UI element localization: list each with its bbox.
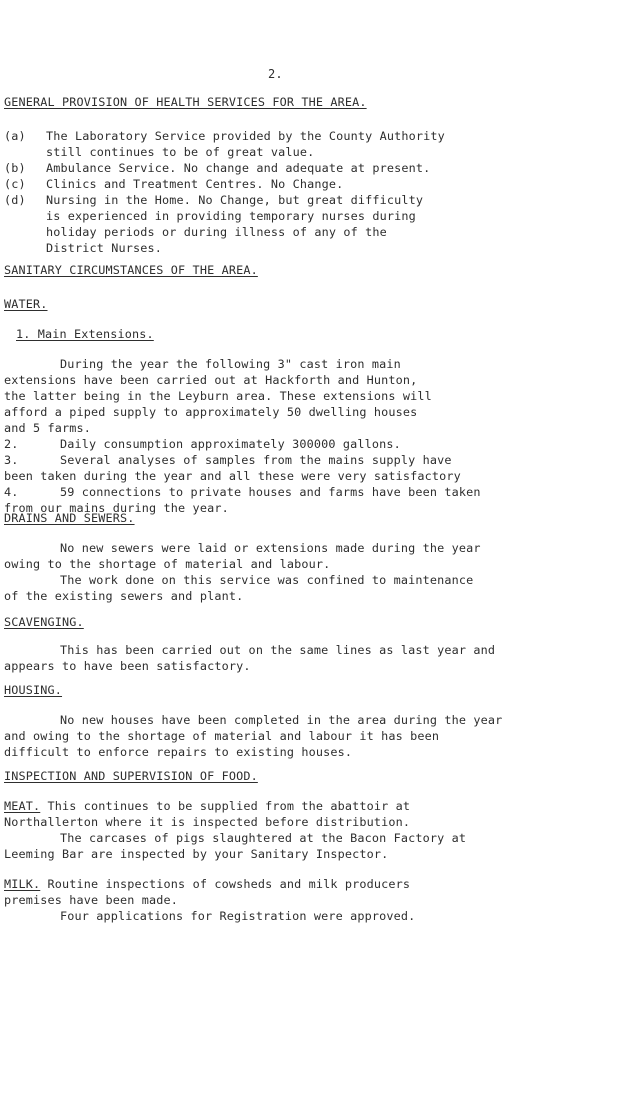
- milk-line-3: Four applications for Registration were approved.: [60, 909, 416, 923]
- milk-paragraph-first-line: [4, 876, 410, 892]
- main-extensions-line-3: the latter being in the Leyburn area. These extensions will: [4, 389, 432, 403]
- milk-label: MILK.: [4, 877, 41, 891]
- housing-line-1: No new houses have been completed in the area during the year: [60, 713, 503, 727]
- meat-line-3: The carcases of pigs slaughtered at the Bacon Factory at: [60, 831, 467, 845]
- meat-paragraph-first-line: [4, 798, 410, 814]
- housing-heading: HOUSING.: [4, 683, 63, 697]
- meat-line-4: Leeming Bar are inspected by your Sanitary Inspector.: [4, 847, 389, 861]
- water-item-3-number: 3.: [4, 453, 19, 467]
- item-d-line-1: Nursing in the Home. No Change, but great difficulty: [46, 193, 424, 207]
- drains-heading: DRAINS AND SEWERS.: [4, 511, 135, 525]
- milk-line-1: Routine inspections of cowsheds and milk producers: [40, 877, 411, 891]
- scavenging-line-2: appears to have been satisfactory.: [4, 659, 251, 673]
- drains-line-3: The work done on this service was confined to maintenance: [60, 573, 474, 587]
- general-provision-heading: GENERAL PROVISION OF HEALTH SERVICES FOR THE AREA.: [4, 95, 367, 109]
- item-d-line-2: is experienced in providing temporary nurses during: [46, 209, 416, 223]
- item-a-line-1: The Laboratory Service provided by the County Authority: [46, 129, 445, 143]
- main-extensions-heading: 1. Main Extensions.: [16, 327, 154, 341]
- sanitary-heading: SANITARY CIRCUMSTANCES OF THE AREA.: [4, 263, 258, 277]
- housing-line-2: and owing to the shortage of material and labour it has been: [4, 729, 440, 743]
- main-extensions-line-1: During the year the following 3" cast iron main: [60, 357, 401, 371]
- water-item-4-number: 4.: [4, 485, 19, 499]
- analyses-line-1: Several analyses of samples from the mains supply have: [60, 453, 452, 467]
- drains-line-1: No new sewers were laid or extensions made during the year: [60, 541, 481, 555]
- main-extensions-line-2: extensions have been carried out at Hackforth and Hunton,: [4, 373, 418, 387]
- connections-line-2: from our mains during the year.: [4, 501, 229, 515]
- main-extensions-line-4: afford a piped supply to approximately 50 dwelling houses: [4, 405, 418, 419]
- meat-label: MEAT.: [4, 799, 41, 813]
- main-extensions-line-5: and 5 farms.: [4, 421, 92, 435]
- item-b-label: (b): [4, 161, 26, 175]
- housing-line-3: difficult to enforce repairs to existing houses.: [4, 745, 353, 759]
- item-d-line-3: holiday periods or during illness of any of the: [46, 225, 387, 239]
- water-heading: WATER.: [4, 297, 48, 311]
- page-number: 2.: [268, 67, 283, 81]
- scavenging-heading: SCAVENGING.: [4, 615, 84, 629]
- drains-line-4: of the existing sewers and plant.: [4, 589, 244, 603]
- milk-line-2: premises have been made.: [4, 893, 179, 907]
- meat-line-2: Northallerton where it is inspected before distribution.: [4, 815, 411, 829]
- item-a-line-2: still continues to be of great value.: [46, 145, 315, 159]
- water-item-2-number: 2.: [4, 437, 19, 451]
- item-a-label: (a): [4, 129, 26, 143]
- food-inspection-heading: INSPECTION AND SUPERVISION OF FOOD.: [4, 769, 258, 783]
- meat-line-1: This continues to be supplied from the abattoir at: [40, 799, 411, 813]
- item-c-line-1: Clinics and Treatment Centres. No Change.: [46, 177, 344, 191]
- drains-line-2: owing to the shortage of material and labour.: [4, 557, 331, 571]
- item-b-line-1: Ambulance Service. No change and adequate at present.: [46, 161, 431, 175]
- scavenging-line-1: This has been carried out on the same lines as last year and: [60, 643, 496, 657]
- item-d-label: (d): [4, 193, 26, 207]
- item-c-label: (c): [4, 177, 26, 191]
- connections-line-1: 59 connections to private houses and farms have been taken: [60, 485, 481, 499]
- analyses-line-2: been taken during the year and all these were very satisfactory: [4, 469, 461, 483]
- daily-consumption-text: Daily consumption approximately 300000 gallons.: [60, 437, 401, 451]
- item-d-line-4: District Nurses.: [46, 241, 163, 255]
